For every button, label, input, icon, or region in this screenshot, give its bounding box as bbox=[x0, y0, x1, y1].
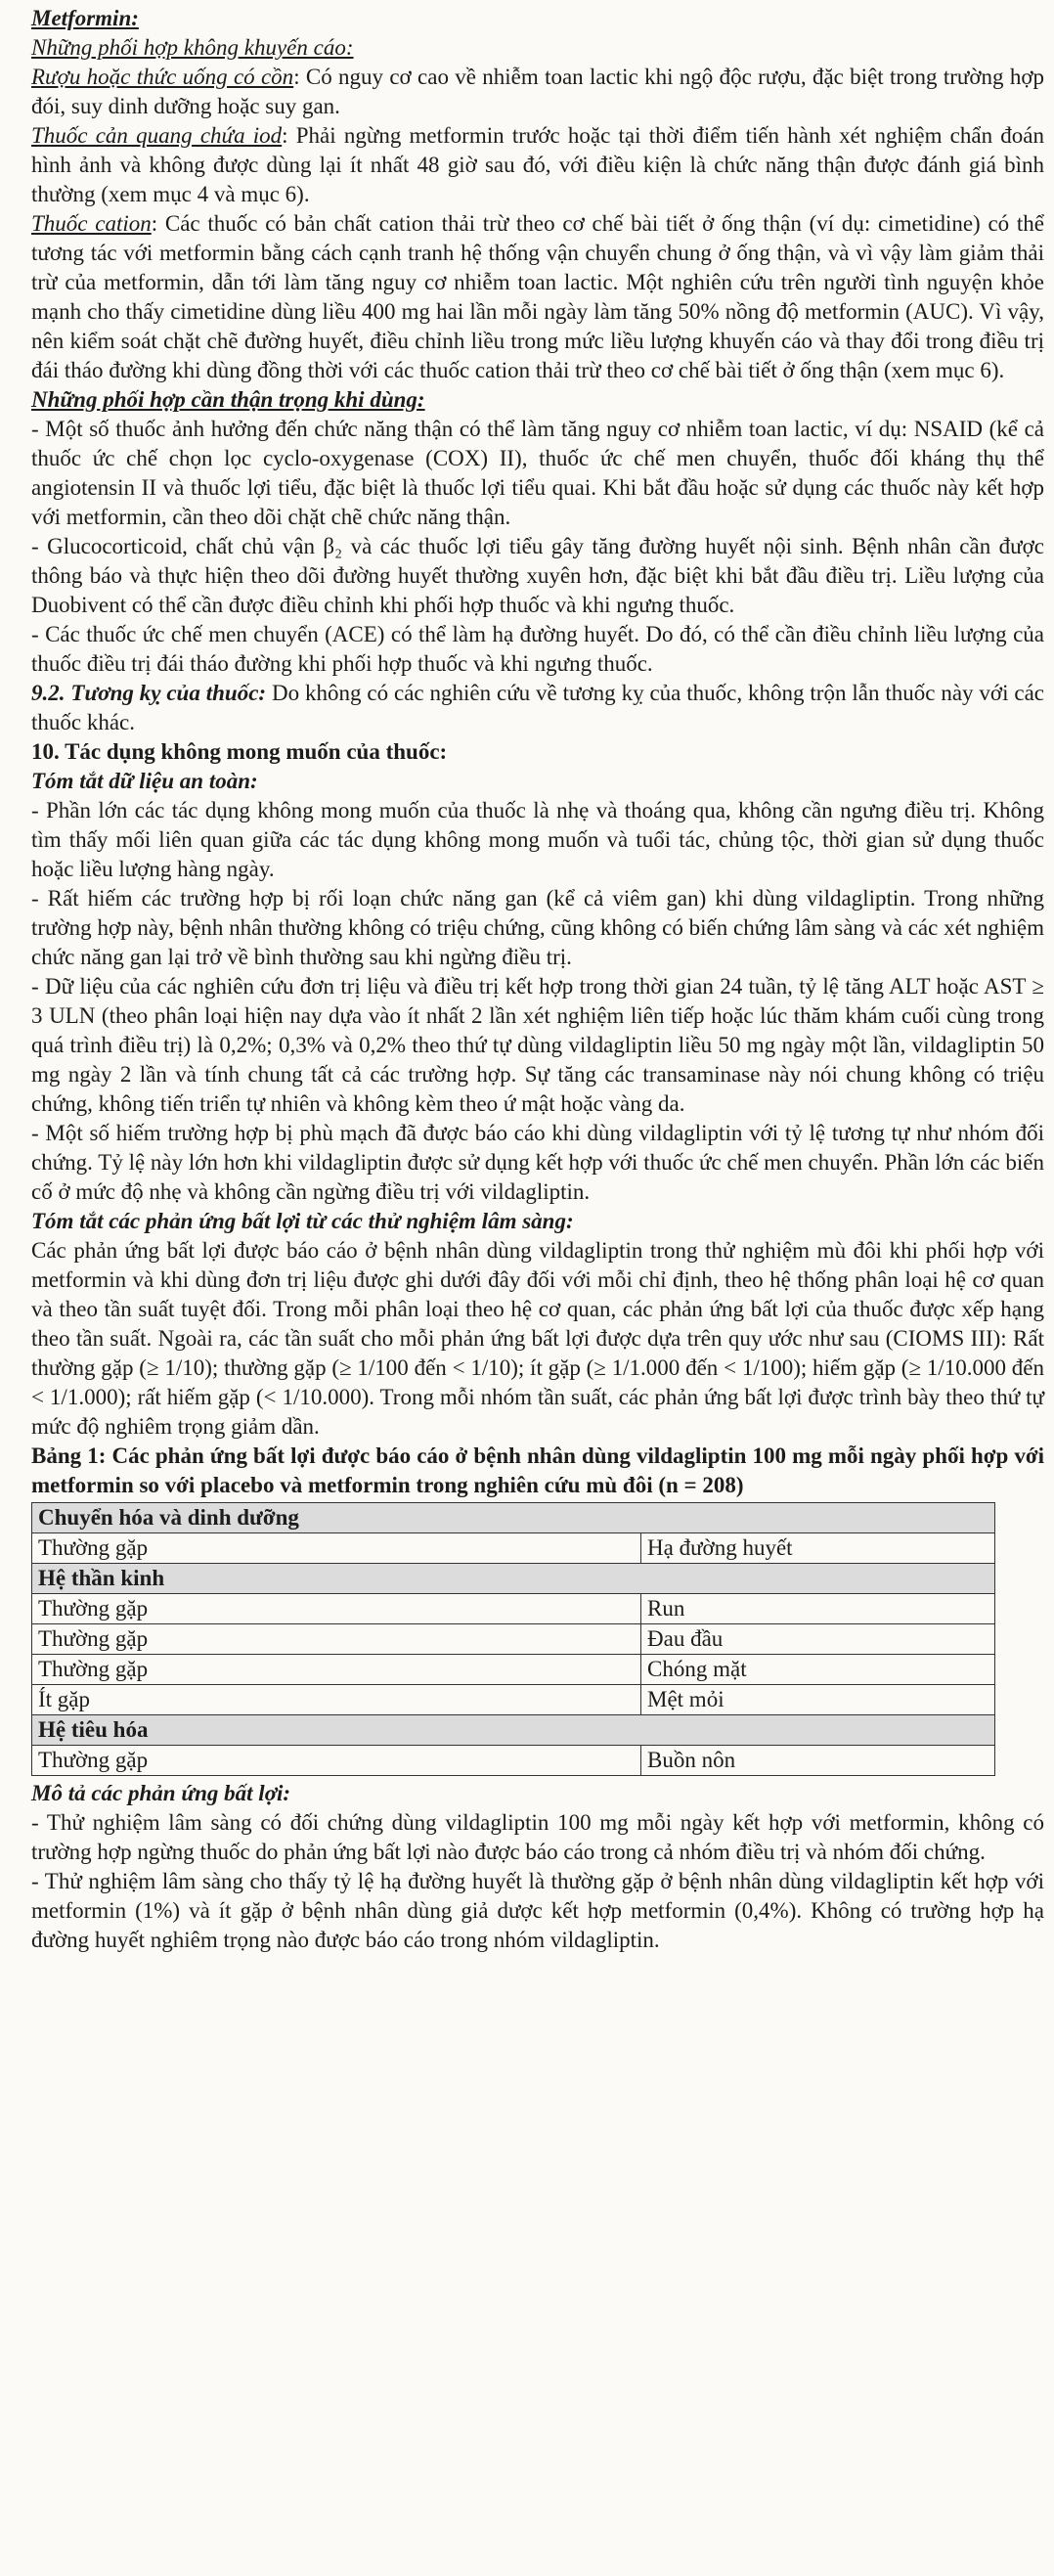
incompat-text: Do không có các nghiên cứu về tương kỵ của thuốc, không trộn lẫn thuốc này với các thuốc khác. bbox=[31, 681, 1045, 734]
table-title: Bảng 1: Các phản ứng bất lợi được báo cáo ở bệnh nhân dùng vildagliptin 100 mg mỗi ngày phối hợp với metformin so với placebo và metformin trong nghiên cứu mù đôi (n = 208) bbox=[31, 1443, 1044, 1497]
table-row bbox=[32, 1533, 995, 1564]
cation-paragraph bbox=[31, 209, 1044, 385]
table-group-row bbox=[32, 1503, 995, 1533]
safety-p1: - Phần lớn các tác dụng không mong muốn của thuốc là nhẹ và thoáng qua, không cần ngưng điều trị. Không tìm thấy mối liên quan giữa các tác dụng không mong muốn và tuổi tác, chủng tộc, thời gian sử dụng thuốc hoặc liều lượng hàng ngày. bbox=[31, 798, 1044, 881]
freq-cell: Ít gặp bbox=[32, 1685, 641, 1715]
alcohol-paragraph bbox=[31, 63, 1044, 121]
freq-cell: Thường gặp bbox=[32, 1533, 641, 1564]
description-heading: Mô tả các phản ứng bất lợi: bbox=[31, 1781, 291, 1805]
freq-cell: Thường gặp bbox=[32, 1746, 641, 1776]
trials-text: Các phản ứng bất lợi được báo cáo ở bệnh nhân dùng vildagliptin trong thử nghiệm mù đôi khi phối hợp với metformin và khi dùng đơn trị liệu được ghi dưới đây đối với mỗi chỉ định, theo hệ thống phân loại hệ cơ quan và theo tần suất tuyệt đối. Trong mỗi phân loại theo hệ cơ quan, các phản ứng bất lợi của thuốc được xếp hạng theo tần suất. Ngoài ra, các tần suất cho mỗi phản ứng bất lợi được dựa trên quy ước như sau (CIOMS III): Rất thường gặp (≥ 1/10); thường gặp (≥ 1/100 đến < 1/10); ít gặp (≥ 1/1.000 đến < 1/100); hiếm gặp (≥ 1/10.000 đến < 1/1.000); rất hiếm gặp (< 1/10.000). Trong mỗi nhóm tần suất, các phản ứng bất lợi được trình bày theo thứ tự mức độ nghiêm trọng giảm dần. bbox=[31, 1238, 1044, 1439]
incompat-label: 9.2. Tương kỵ của thuốc: bbox=[31, 681, 267, 705]
reaction-cell: Đau đầu bbox=[641, 1624, 995, 1655]
caution-ace-paragraph: - Các thuốc ức chế men chuyển (ACE) có thể làm hạ đường huyết. Do đó, có thể cần điều chỉnh liều lượng của thuốc điều trị đái tháo đường khi phối hợp thuốc và khi ngưng thuốc. bbox=[31, 622, 1044, 676]
alcohol-text: : Có nguy cơ cao về nhiễm toan lactic khi ngộ độc rượu, đặc biệt trong trường hợp đói, suy dinh dưỡng hoặc suy gan. bbox=[31, 65, 1044, 118]
table-group-row bbox=[32, 1715, 995, 1746]
freq-cell: Thường gặp bbox=[32, 1624, 641, 1655]
safety-heading: Tóm tắt dữ liệu an toàn: bbox=[31, 769, 258, 793]
incompat-paragraph bbox=[31, 679, 1044, 737]
cation-label: Thuốc cation bbox=[31, 211, 152, 236]
caution-glucocorticoid-paragraph: - Glucocorticoid, chất chủ vận β₂ và các thuốc lợi tiểu gây tăng đường huyết nội sinh. Bệnh nhân cần được thông báo và thực hiện theo dõi đường huyết thường xuyên hơn, đặc biệt khi bắt đầu điều trị. Liều lượng của Duobivent có thể cần được điều chỉnh khi phối hợp thuốc và khi ngưng thuốc. bbox=[31, 534, 1044, 617]
reaction-cell: Run bbox=[641, 1594, 995, 1624]
not-recommended-heading: Những phối hợp không khuyến cáo: bbox=[31, 35, 354, 60]
group-metabolism: Chuyển hóa và dinh dưỡng bbox=[32, 1503, 995, 1533]
description-p1: - Thử nghiệm lâm sàng có đối chứng dùng vildagliptin 100 mg mỗi ngày kết hợp với metformin, không có trường hợp ngừng thuốc do phản ứng bất lợi nào được báo cáo trong cả nhóm điều trị và nhóm đối chứng. bbox=[31, 1810, 1044, 1864]
freq-cell: Thường gặp bbox=[32, 1655, 641, 1685]
caution-renal-paragraph: - Một số thuốc ảnh hưởng đến chức năng thận có thể làm tăng nguy cơ nhiễm toan lactic, ví dụ: NSAID (kể cả thuốc ức chế chọn lọc cyclo-oxygenase (COX) II), thuốc ức chế men chuyển, thuốc đối kháng thụ thể angiotensin II và thuốc lợi tiểu, đặc biệt là thuốc lợi tiểu quai. Khi bắt đầu hoặc sử dụng các thuốc này kết hợp với metformin, cần theo dõi chặt chẽ chức năng thận. bbox=[31, 417, 1044, 529]
table-row bbox=[32, 1685, 995, 1715]
alcohol-label: Rượu hoặc thức uống có cồn bbox=[31, 65, 294, 89]
table-row bbox=[32, 1655, 995, 1685]
adverse-reactions-table bbox=[31, 1502, 995, 1776]
safety-p3: - Dữ liệu của các nghiên cứu đơn trị liệu và điều trị kết hợp trong thời gian 24 tuần, tỷ lệ tăng ALT hoặc AST ≥ 3 ULN (theo phân loại hiện nay dựa vào ít nhất 2 lần xét nghiệm liên tiếp hoặc lúc thăm khám cuối cùng trong quá trình điều trị) là 0,2%; 0,3% và 0,2% theo thứ tự dùng vildagliptin liều 50 mg ngày một lần, vildagliptin 50 mg ngày 2 lần và tính chung tất cả các trường hợp. Sự tăng các transaminase này nói chung không có triệu chứng, không tiến triển tự nhiên và không kèm theo ứ mật hoặc vàng da. bbox=[31, 974, 1044, 1116]
reaction-cell: Hạ đường huyết bbox=[641, 1533, 995, 1564]
table-row bbox=[32, 1746, 995, 1776]
safety-p4: - Một số hiếm trường hợp bị phù mạch đã được báo cáo khi dùng vildagliptin với tỷ lệ tương tự như nhóm đối chứng. Tỷ lệ này lớn hơn khi vildagliptin được sử dụng kết hợp với thuốc ức chế men chuyển. Phần lớn các biến cố ở mức độ nhẹ và không cần ngừng điều trị với vildagliptin. bbox=[31, 1121, 1044, 1204]
trials-heading: Tóm tắt các phản ứng bất lợi từ các thử nghiệm lâm sàng: bbox=[31, 1209, 574, 1233]
table-row bbox=[32, 1594, 995, 1624]
reaction-cell: Mệt mỏi bbox=[641, 1685, 995, 1715]
drug-heading: Metformin: bbox=[31, 6, 139, 30]
description-p2: - Thử nghiệm lâm sàng cho thấy tỷ lệ hạ đường huyết là thường gặp ở bệnh nhân dùng vildagliptin kết hợp với metformin (1%) và ít gặp ở bệnh nhân dùng giả dược kết hợp metformin (0,4%). Không có trường hợp hạ đường huyết nghiêm trọng nào được báo cáo trong nhóm vildagliptin. bbox=[31, 1869, 1044, 1952]
reaction-cell: Buồn nôn bbox=[641, 1746, 995, 1776]
cation-text: : Các thuốc có bản chất cation thải trừ theo cơ chế bài tiết ở ống thận (ví dụ: cimetidine) có thể tương tác với metformin bằng cách cạnh tranh hệ thống vận chuyển chung ở ống thận, và vì vậy làm giảm thải trừ của metformin, dẫn tới làm tăng nguy cơ nhiễm toan lactic. Một nghiên cứu trên người tình nguyện khỏe mạnh cho thấy cimetidine dùng liều 400 mg hai lần mỗi ngày làm tăng 50% nồng độ metformin (AUC). Vì vậy, nên kiểm soát chặt chẽ đường huyết, điều chỉnh liều trong mức liều lượng khuyến cáo và thay đổi trong điều trị đái tháo đường khi dùng đồng thời với các thuốc cation thải trừ theo cơ chế bài tiết ở ống thận (xem mục 6). bbox=[31, 211, 1044, 382]
safety-p2: - Rất hiếm các trường hợp bị rối loạn chức năng gan (kể cả viêm gan) khi dùng vildagliptin. Trong những trường hợp này, bệnh nhân thường không có triệu chứng, cũng không có biến chứng lâm sàng và các xét nghiệm chức năng gan lại trở về bình thường sau khi ngừng điều trị. bbox=[31, 886, 1044, 969]
iodine-label: Thuốc cản quang chứa iod bbox=[31, 123, 283, 148]
group-digestive: Hệ tiêu hóa bbox=[32, 1715, 995, 1746]
iodine-text: : Phải ngừng metformin trước hoặc tại thời điểm tiến hành xét nghiệm chẩn đoán hình ảnh và không được dùng lại ít nhất 48 giờ sau đó, với điều kiện là chức năng thận được đánh giá bình thường (xem mục 4 và mục 6). bbox=[31, 123, 1044, 206]
table-group-row bbox=[32, 1564, 995, 1594]
freq-cell: Thường gặp bbox=[32, 1594, 641, 1624]
section10-heading: 10. Tác dụng không mong muốn của thuốc: bbox=[31, 739, 448, 764]
group-nervous: Hệ thần kinh bbox=[32, 1564, 995, 1594]
iodine-paragraph bbox=[31, 121, 1044, 209]
reaction-cell: Chóng mặt bbox=[641, 1655, 995, 1685]
caution-heading: Những phối hợp cần thận trọng khi dùng: bbox=[31, 387, 425, 412]
table-row bbox=[32, 1624, 995, 1655]
